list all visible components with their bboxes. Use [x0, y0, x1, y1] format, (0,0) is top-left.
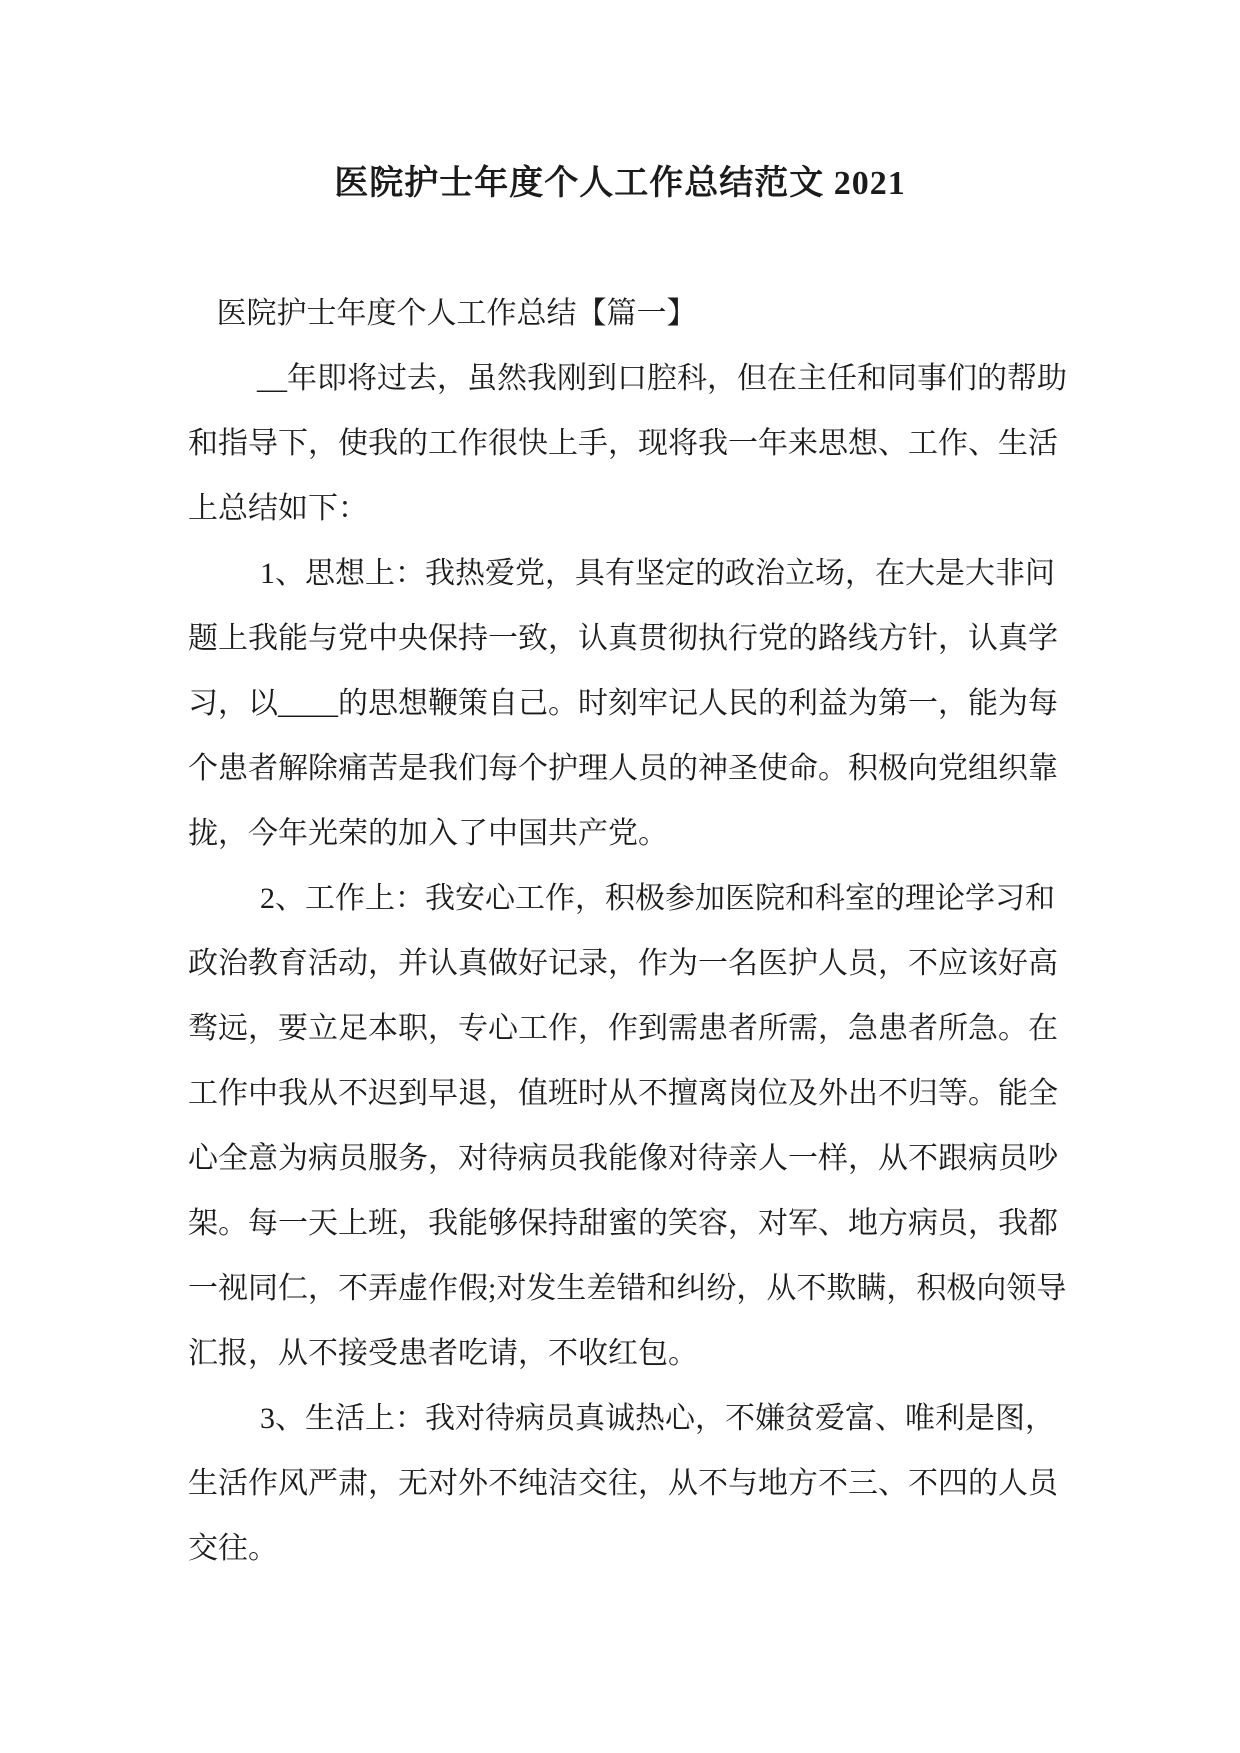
paragraph — [188, 1386, 1068, 1581]
paragraph — [188, 866, 1068, 1386]
text-line: 1、思想上：我热爱党，具有坚定的政治立场，在大是大非问 — [260, 557, 1055, 590]
text-line: 上总结如下： — [188, 492, 368, 525]
text-line: 工作中我从不迟到早退，值班时从不擅离岗位及外出不归等。能全 — [188, 1077, 1058, 1110]
text-line: 题上我能与党中央保持一致，认真贯彻执行党的路线方针，认真学 — [188, 622, 1058, 655]
text-line: 汇报，从不接受患者吃请，不收红包。 — [188, 1337, 698, 1370]
text-line: 个患者解除痛苦是我们每个护理人员的神圣使命。积极向党组织靠 — [188, 752, 1058, 785]
text-line: __年即将过去，虽然我刚到口腔科，但在主任和同事们的帮助 — [257, 362, 1067, 395]
paragraph — [188, 346, 1068, 541]
document-body — [188, 281, 1068, 1581]
text-line: 交往。 — [188, 1532, 278, 1565]
text-line: 2、工作上：我安心工作，积极参加医院和科室的理论学习和 — [260, 882, 1055, 915]
paragraph — [188, 541, 1068, 866]
text-line: 和指导下，使我的工作很快上手，现将我一年来思想、工作、生活 — [188, 427, 1058, 460]
text-line: 政治教育活动，并认真做好记录，作为一名医护人员，不应该好高 — [188, 947, 1058, 980]
text-line: 一视同仁，不弄虚作假;对发生差错和纠纷，从不欺瞒，积极向领导 — [188, 1272, 1067, 1305]
text-line: 架。每一天上班，我能够保持甜蜜的笑容，对军、地方病员，我都 — [188, 1207, 1058, 1240]
text-line: 拢，今年光荣的加入了中国共产党。 — [188, 817, 668, 850]
document-title: 医院护士年度个人工作总结范文 2021 — [334, 165, 906, 202]
text-line: 生活作风严肃，无对外不纯洁交往，从不与地方不三、不四的人员 — [188, 1467, 1058, 1500]
text-line: 心全意为病员服务，对待病员我能像对待亲人一样，从不跟病员吵 — [188, 1142, 1058, 1175]
text-line: 医院护士年度个人工作总结【篇一】 — [216, 297, 697, 330]
text-line: 3、生活上：我对待病员真诚热心，不嫌贫爱富、唯利是图， — [260, 1402, 1055, 1435]
text-line: 骛远，要立足本职，专心工作，作到需患者所需，急患者所急。在 — [188, 1012, 1058, 1045]
text-line: 习，以____的思想鞭策自己。时刻牢记人民的利益为第一，能为每 — [188, 687, 1058, 720]
paragraph — [188, 281, 1068, 346]
